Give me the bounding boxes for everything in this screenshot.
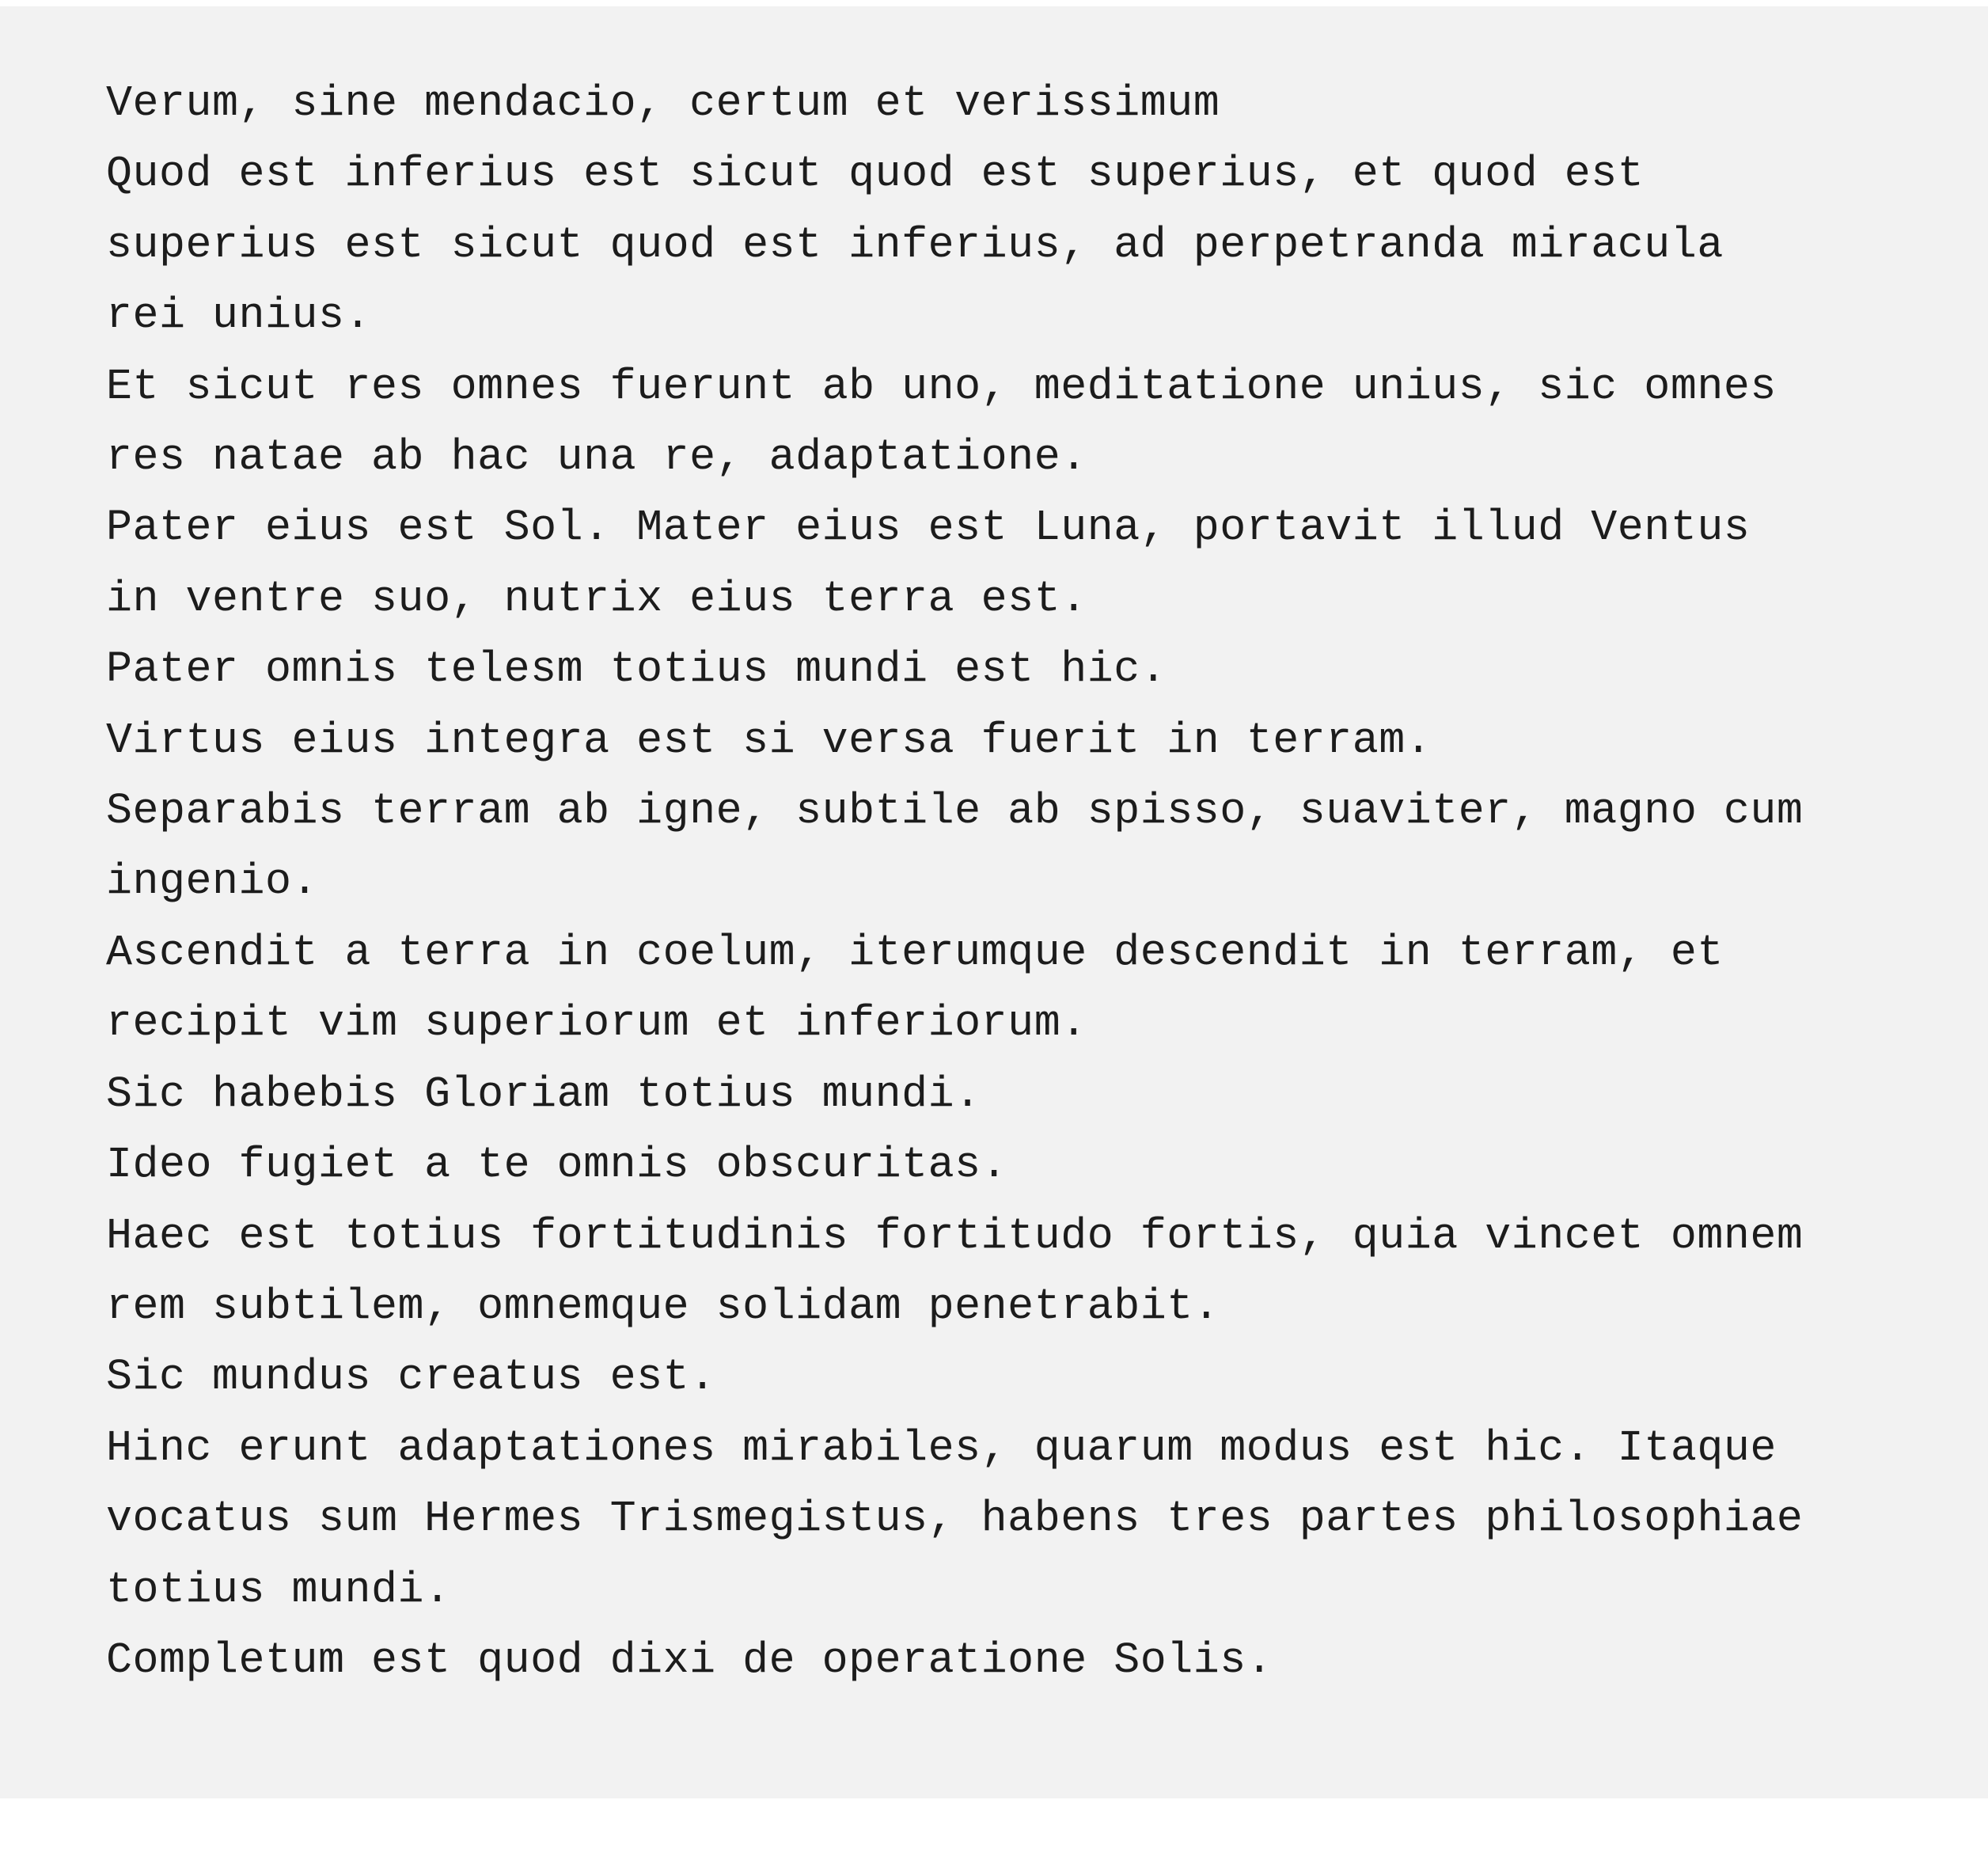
text-line: Et sicut res omnes fuerunt ab uno, meditatione unius, sic omnes	[106, 361, 1777, 412]
text-panel	[0, 6, 1988, 1798]
text-line: Pater omnis telesm totius mundi est hic.	[106, 644, 1167, 695]
text-line: Sic habebis Gloriam totius mundi.	[106, 1069, 981, 1119]
text-line: Virtus eius integra est si versa fuerit in terram.	[106, 715, 1432, 765]
text-line: rei unius.	[106, 291, 372, 341]
text-line: recipit vim superiorum et inferiorum.	[106, 998, 1087, 1049]
text-line: Hinc erunt adaptationes mirabiles, quarum modus est hic. Itaque	[106, 1422, 1777, 1473]
text-line: Pater eius est Sol. Mater eius est Luna, portavit illud Ventus	[106, 503, 1751, 553]
text-line: Sic mundus creatus est.	[106, 1352, 716, 1403]
text-line: Quod est inferius est sicut quod est superius, et quod est	[106, 149, 1645, 199]
text-line: Separabis terram ab igne, subtile ab spisso, suaviter, magno cum	[106, 786, 1804, 837]
text-line: rem subtilem, omnemque solidam penetrabit.	[106, 1281, 1220, 1331]
text-line: Haec est totius fortitudinis fortitudo fortis, quia vincet omnem	[106, 1210, 1804, 1261]
text-line: totius mundi.	[106, 1564, 451, 1615]
text-line: Ascendit a terra in coelum, iterumque descendit in terram, et	[106, 927, 1724, 978]
text-line: res natae ab hac una re, adaptatione.	[106, 432, 1087, 483]
text-line: Verum, sine mendacio, certum et verissimum	[106, 78, 1220, 128]
text-line: superius est sicut quod est inferius, ad perpetranda miracula	[106, 219, 1724, 270]
text-line: Completum est quod dixi de operatione Solis.	[106, 1635, 1273, 1685]
text-line: Ideo fugiet a te omnis obscuritas.	[106, 1140, 1008, 1191]
text-line: in ventre suo, nutrix eius terra est.	[106, 573, 1087, 624]
text-line: vocatus sum Hermes Trismegistus, habens tres partes philosophiae	[106, 1494, 1804, 1544]
text-line: ingenio.	[106, 856, 319, 907]
